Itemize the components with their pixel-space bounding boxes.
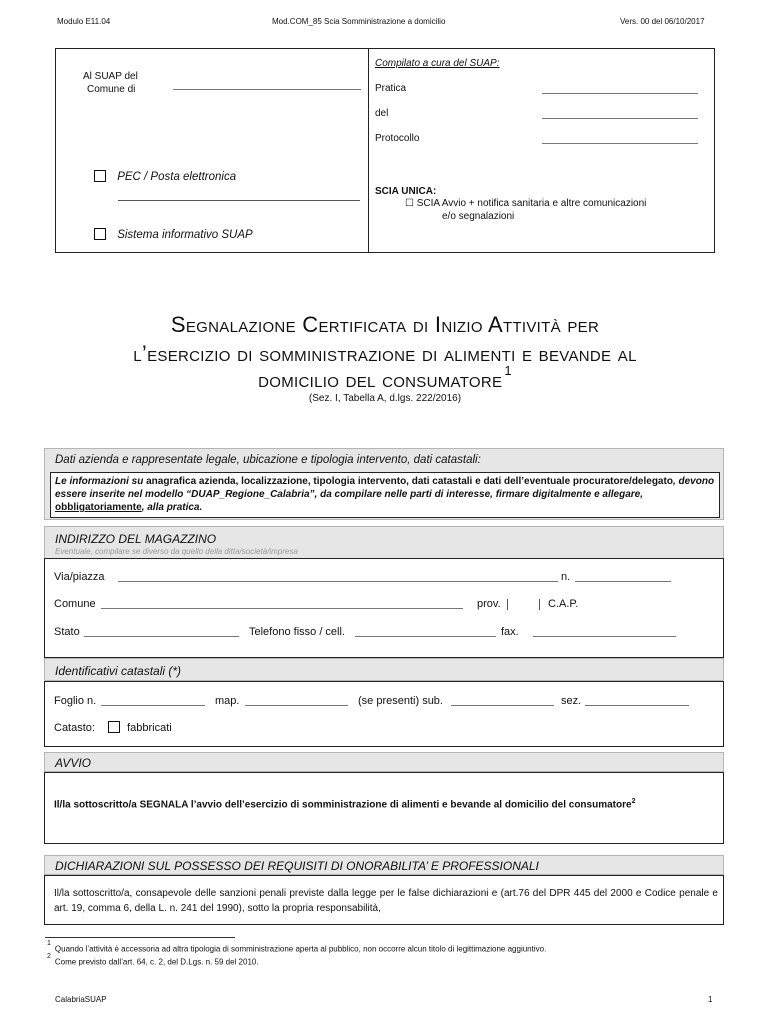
map-label: map. [215, 695, 240, 707]
sez-field[interactable] [585, 705, 689, 706]
pec-label: PEC / Posta elettronica [117, 171, 237, 183]
footer-brand: CalabriaSUAP [55, 995, 107, 1004]
document-title-line2: l’esercizio di somministrazione di alimenti e bevande al [133, 341, 637, 366]
comune-addr-field[interactable] [101, 608, 463, 609]
table-divider [368, 49, 369, 252]
footnote-2-text: Come previsto dall’art. 64, c. 2, del D.Lgs. n. 59 del 2010. [54, 957, 259, 967]
document-subtitle: (Sez. I, Tabella A, d.lgs. 222/2016) [308, 393, 462, 404]
section-magazzino [44, 526, 724, 559]
fax-field[interactable] [533, 636, 676, 637]
stato-label: Stato [54, 626, 80, 638]
dati-info-box [50, 472, 720, 518]
foglio-field[interactable] [101, 705, 205, 706]
header-version: Vers. 00 del 06/10/2017 [620, 17, 705, 26]
stato-field[interactable] [84, 636, 239, 637]
to-suap-label: Al SUAP del [83, 71, 138, 82]
via-label: Via/piazza [54, 571, 105, 583]
suap-system-checkbox[interactable] [94, 228, 106, 240]
prov-label: prov. [477, 598, 501, 610]
pratica-label: Pratica [375, 83, 407, 94]
header-form-code: Modulo E11.04 [57, 17, 111, 26]
document-title-line3: domicilio del consumatore $^1$ [258, 363, 512, 392]
info-text-2: anagrafica azienda, localizzazione, tipologia intervento, dati catastali e dati dell’eventuale procuratore/delegato [146, 476, 673, 487]
footnote-1-number: 1 [47, 940, 51, 947]
via-field[interactable] [118, 581, 558, 582]
pratica-field[interactable] [542, 93, 698, 94]
section-catastali [44, 658, 724, 681]
document-title-line1: Segnalazione Certificata di Inizio Attività per [170, 312, 600, 337]
comune-addr-label: Comune [54, 598, 96, 610]
sez-label: sez. [561, 695, 582, 707]
info-text-4: obbligatoriamente [55, 502, 142, 513]
map-field[interactable] [245, 705, 348, 706]
section-catastali-heading: Identificativi catastali (*) [55, 664, 182, 678]
scia-unica-label: SCIA UNICA: [375, 186, 437, 197]
footer-page-number: 1 [708, 995, 713, 1004]
n-label: n. [561, 571, 571, 583]
cap-label: C.A.P. [548, 598, 579, 610]
telefono-label: Telefono fisso / cell. [249, 626, 345, 638]
del-label: del [375, 108, 389, 119]
footnote-separator [45, 937, 235, 938]
foglio-label: Foglio n. [54, 695, 97, 707]
footnote-2 [47, 953, 259, 967]
info-text-5: , alla pratica. [141, 502, 203, 513]
section-requisiti [44, 855, 724, 875]
pec-option[interactable] [94, 170, 236, 183]
addressee-table [55, 48, 715, 253]
fabbricati-label: fabbricati [127, 722, 172, 734]
avvio-text-body: Il/la sottoscritto/a SEGNALA l’avvio dell’esercizio di somministrazione di alimenti e bevande al domicilio del consumatore [54, 799, 632, 811]
section-avvio [44, 752, 724, 772]
foglio-row [54, 695, 96, 707]
header-form-title: Mod.COM_85 Scia Somministrazione a domicilio [272, 17, 446, 26]
requisiti-text: Il/la sottoscritto/a, consapevole delle sanzioni penali previste dalla legge per le false dichiarazioni e (art.76 del DPR 445 del 2000 e Codice penale e art. 19, comma 6, della L. n. 241 del 1990), sotto la propria responsabilità, [54, 888, 718, 914]
footnote-1-text: Quando l’attività è accessoria ad altra tipologia di somministrazione aperta al pubblico, non occorre alcun titolo di legittimazione aggiuntivo. [54, 944, 547, 954]
comune-row [54, 598, 96, 610]
prov-field-left[interactable] [507, 599, 508, 610]
avvio-footnote-ref: 2 [631, 798, 636, 805]
suap-system-option[interactable] [94, 228, 253, 241]
title-footnote-ref: 1 [504, 363, 512, 378]
catasto-row [54, 721, 172, 734]
via-row [54, 571, 105, 583]
scia-option-cont: e/o segnalazioni [442, 211, 515, 222]
suap-system-label: Sistema informativo SUAP [117, 229, 253, 241]
protocollo-label: Protocollo [375, 133, 420, 144]
protocollo-field[interactable] [542, 143, 698, 144]
prov-field-right[interactable] [539, 599, 540, 610]
section-requisiti-heading: DICHIARAZIONI SUL POSSESSO DEI REQUISITI DI ONORABILITA’ E PROFESSIONALI [55, 859, 539, 873]
avvio-text [54, 795, 718, 812]
info-text-3: , devono essere inserite nel modello “DUAP_Regione_Calabria”, da compilare nelle parti di interesse, firmare digitalmente e allegare, [55, 476, 715, 500]
n-field[interactable] [575, 581, 671, 582]
section-dati-heading: Dati azienda e rappresentate legale, ubicazione e tipologia intervento, dati catastali: [55, 454, 481, 466]
section-avvio-heading: AVVIO [55, 756, 92, 770]
fax-label: fax. [501, 626, 519, 638]
suap-box-heading: Compilato a cura del SUAP: [375, 58, 500, 69]
sub-label: (se presenti) sub. [358, 695, 443, 707]
telefono-field[interactable] [355, 636, 496, 637]
section-magazzino-heading: INDIRIZZO DEL MAGAZZINO [55, 532, 217, 546]
info-text-1: Le informazioni su [55, 476, 144, 487]
pec-checkbox[interactable] [94, 170, 106, 182]
sub-field[interactable] [451, 705, 554, 706]
del-field[interactable] [542, 118, 698, 119]
comune-label: Comune di [87, 84, 136, 95]
pec-field[interactable] [118, 200, 360, 201]
fabbricati-checkbox[interactable] [108, 721, 120, 733]
footnote-1 [47, 940, 547, 954]
stato-row [54, 626, 80, 638]
section-magazzino-note: Eventuale, compilare se diverso da quello della ditta/società/impresa [55, 547, 298, 556]
scia-option[interactable]: ☐ SCIA Avvio + notifica sanitaria e altre comunicazioni [405, 198, 647, 209]
catastali-box [44, 681, 724, 747]
comune-field[interactable] [173, 89, 361, 90]
catasto-label: Catasto: [54, 722, 95, 734]
footnote-2-number: 2 [47, 953, 51, 960]
